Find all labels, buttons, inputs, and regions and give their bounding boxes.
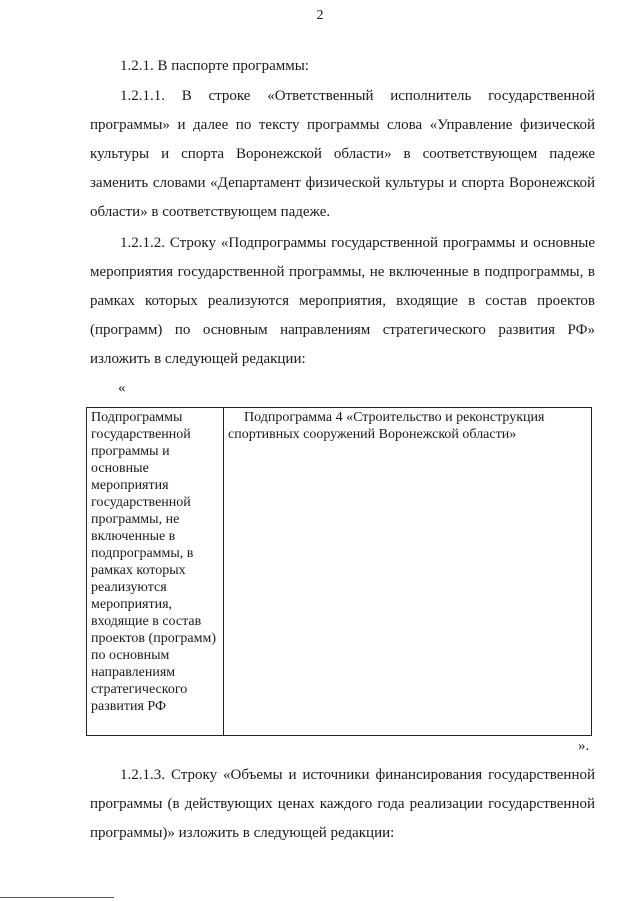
paragraph-1-2-1: 1.2.1. В паспорте программы: bbox=[120, 58, 309, 74]
table-cell-label: Подпрограммы государственной программы и основные мероприятия государственной программы, не включенные в подпрограммы, в рамках которых реализуются мероприятия, входящие в состав проектов (программ) по основным направлениям стратегического развития РФ bbox=[87, 408, 224, 736]
table-cell-value-text: Подпрограмма 4 «Строительство и реконструкция спортивных сооружений Воронежской области» bbox=[228, 410, 545, 442]
page-number: 2 bbox=[316, 8, 324, 23]
table-cell-value bbox=[224, 408, 592, 736]
subprograms-table bbox=[86, 407, 592, 736]
paragraph-1-2-1-2: 1.2.1.2. Строку «Подпрограммы государственной программы и основные мероприятия государственной программы, не включенные в подпрограммы, в рамках которых реализуются мероприятия, входящие в состав проектов (программ) по основным направлениям стратегического развития РФ» изложить в следующей редакции: bbox=[90, 235, 595, 367]
paragraph-1-2-1-3: 1.2.1.3. Строку «Объемы и источники финансирования государственной программы (в действующих ценах каждого года реализации государственной программы)» изложить в следующей редакции: bbox=[90, 767, 595, 841]
closing-quote-mark: ». bbox=[578, 738, 590, 754]
paragraph-1-2-1-1: 1.2.1.1. В строке «Ответственный исполнитель государственной программы» и далее по тексту программы слова «Управление физической культуры и спорта Воронежской области» в соответствующем падеже заменить словами «Департамент физической культуры и спорта Воронежской области» в соответствующем падеже. bbox=[90, 88, 595, 220]
table-row bbox=[87, 408, 592, 736]
footer-rule bbox=[0, 897, 114, 898]
opening-quote-mark: « bbox=[118, 380, 126, 396]
